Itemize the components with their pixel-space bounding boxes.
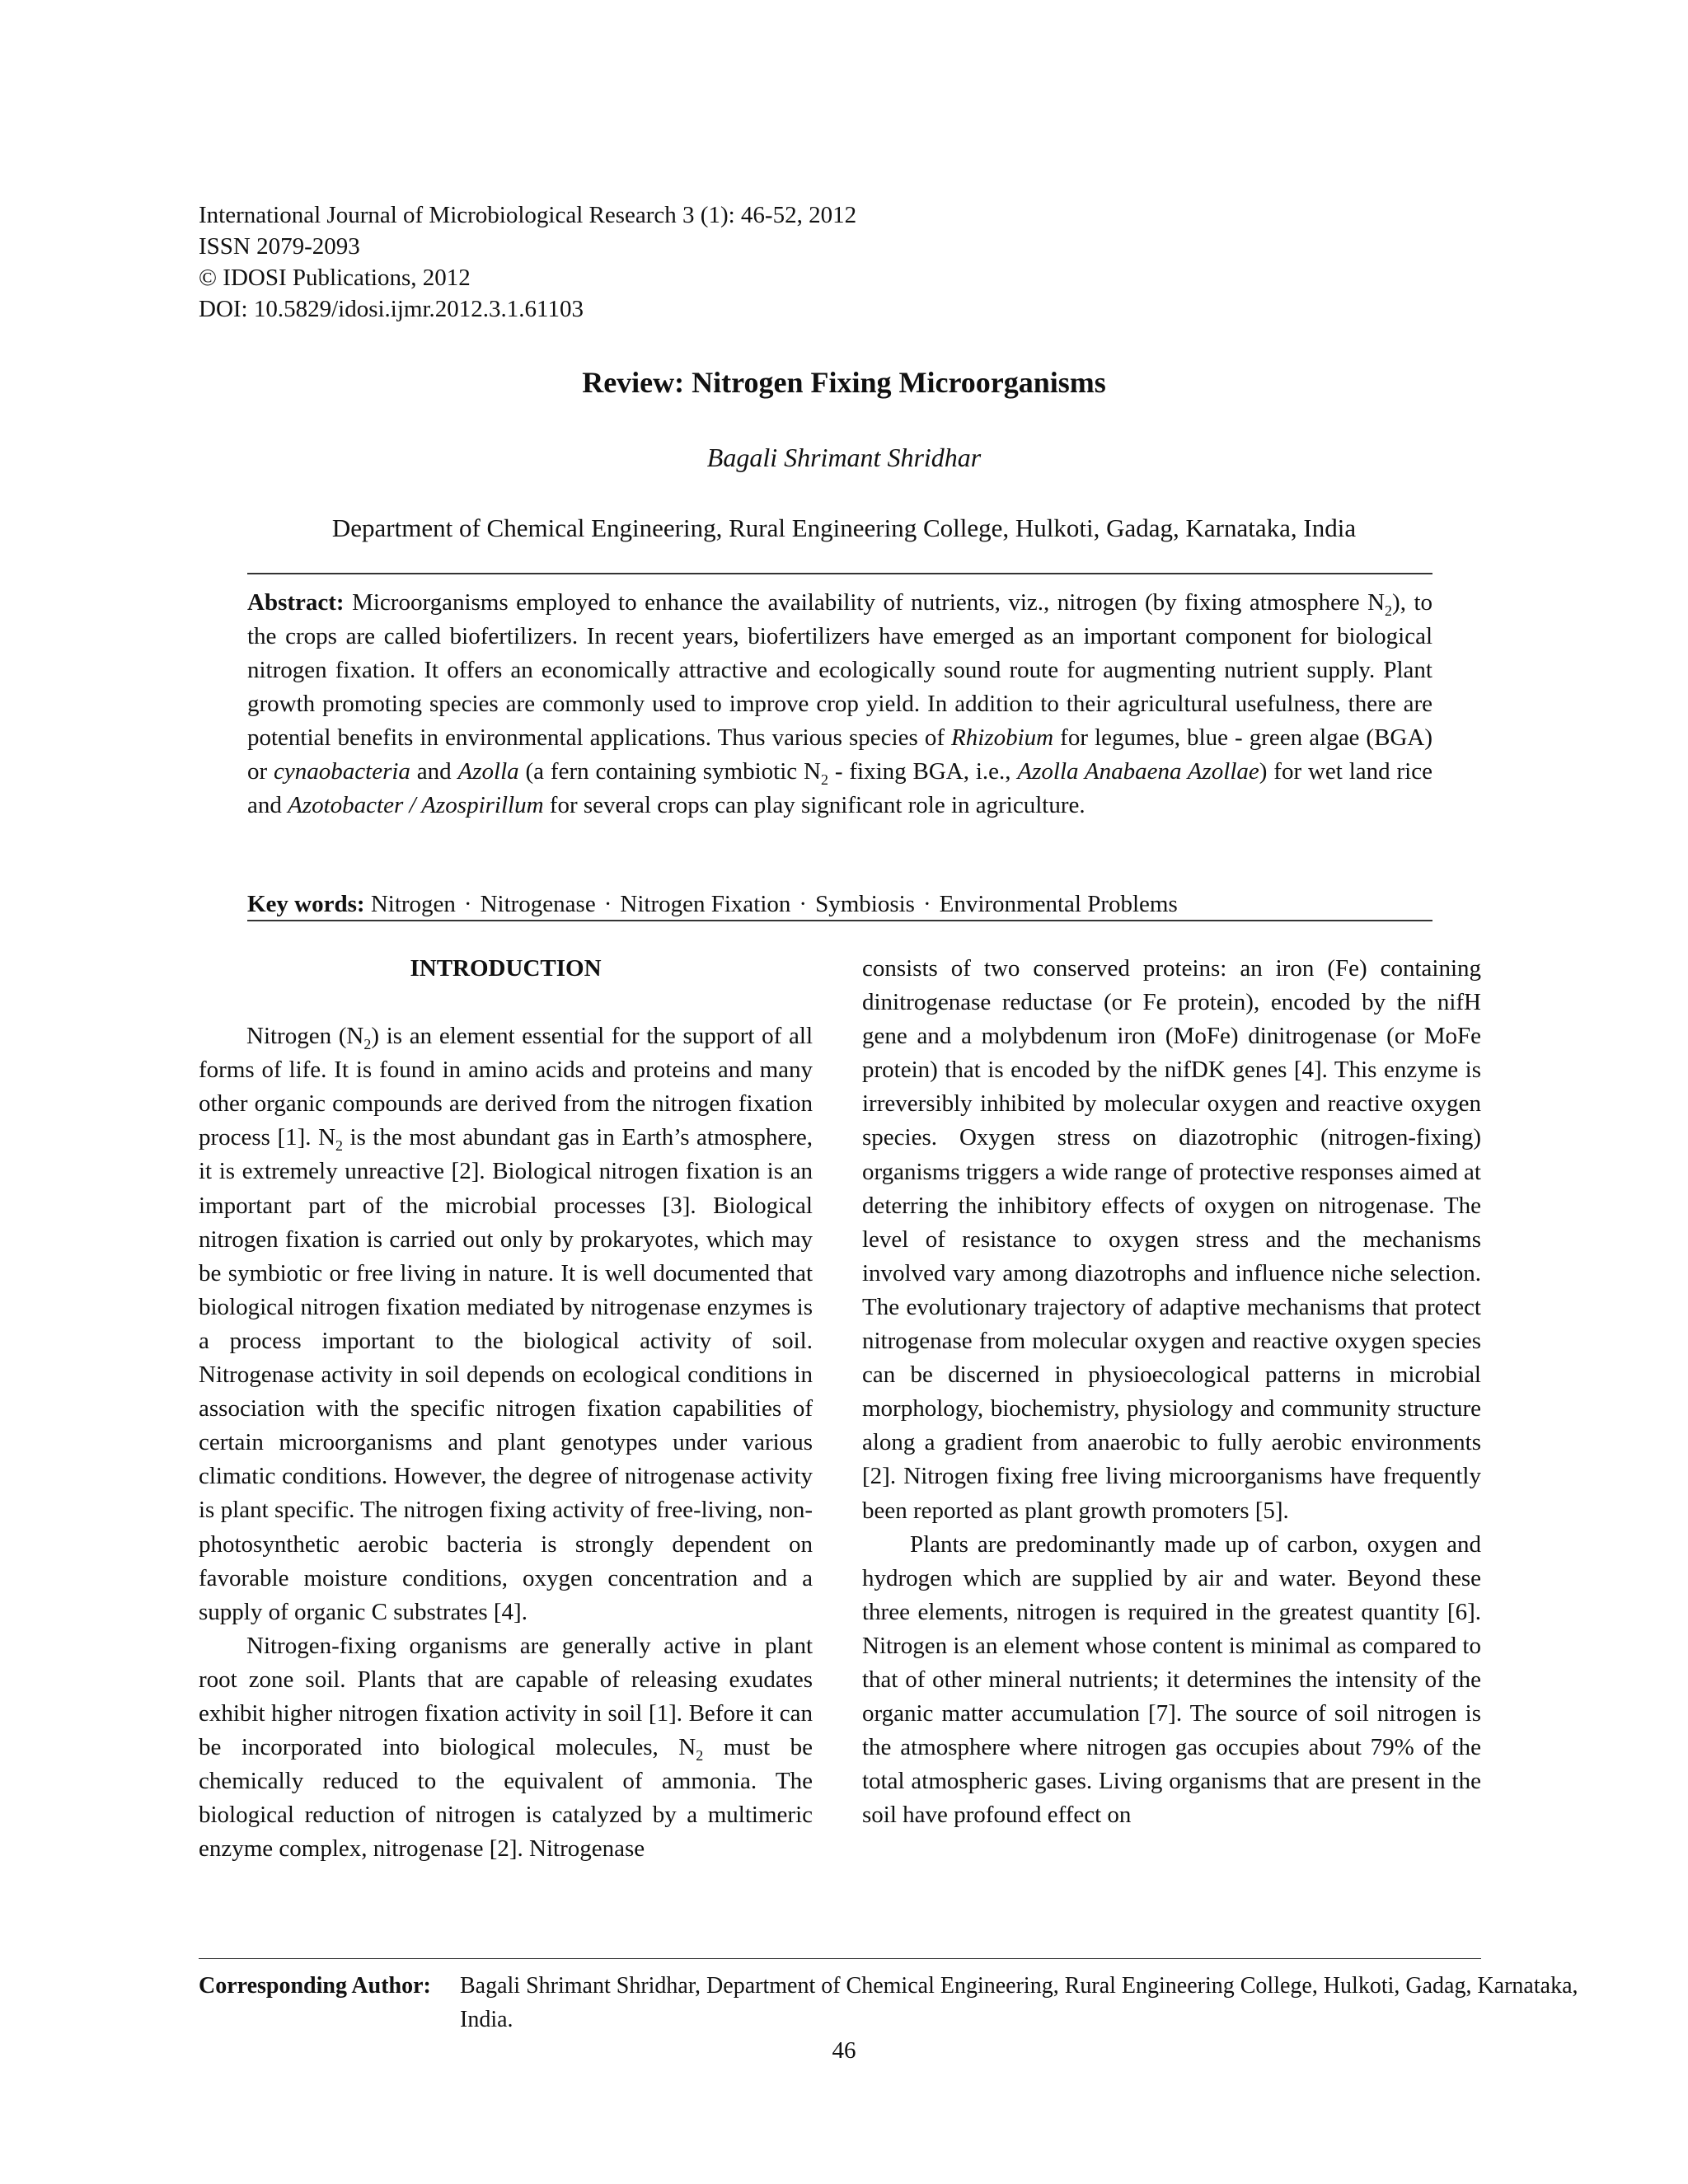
keyword: Nitrogenase xyxy=(480,891,596,917)
body-column-left xyxy=(199,952,813,1866)
abstract xyxy=(247,586,1432,823)
abstract-text: (a fern containing symbiotic N xyxy=(518,758,821,785)
body-paragraph: Nitrogen-fixing organisms are generally active in plant root zone soil. Plants that are capable of releasing exudates exhibit higher nitrogen fixation activity in soil [1]. Before it can be incorporated into biological molecules, $N_2$ must be chemically reduced to the equivalent of ammonia. The biological reduction of nitrogen is catalyzed by a multimeric enzyme complex, nitrogenase [2]. Nitrogenase xyxy=(199,1632,813,1863)
abstract-text: and xyxy=(410,758,458,785)
body-paragraph: Plants are predominantly made up of carbon, oxygen and hydrogen which are supplied by air and water. Beyond these three elements, nitrogen is required in the greatest quantity [6]. Nitrogen is an element whose content is minimal as compared to that of other mineral nutrients; it determines the intensity of the organic matter accumulation [7]. The source of soil nitrogen is the atmosphere where nitrogen gas occupies about 79% of the total atmospheric gases. Living organisms that are present in the soil have profound effect on xyxy=(862,1530,1481,1829)
corresponding-author-label: Corresponding Author: xyxy=(199,1973,431,1999)
abstract-text: for legumes, blue - green algae (BGA) or xyxy=(247,724,1432,785)
abstract-text: for several crops can play significant role in agriculture. xyxy=(543,792,1085,818)
subscript: 2 xyxy=(820,771,828,788)
keyword-separator: · xyxy=(799,891,808,917)
section-heading: INTRODUCTION xyxy=(410,955,602,982)
species-name: Rhizobium xyxy=(951,724,1054,751)
keyword-separator: · xyxy=(922,891,931,917)
paper-title: Review: Nitrogen Fixing Microorganisms xyxy=(582,366,1106,399)
species-name: Azolla Anabaena Azollae xyxy=(1017,758,1259,785)
abstract-text: - fixing BGA, i.e., xyxy=(828,758,1018,785)
keywords-label: Key words: xyxy=(247,891,365,917)
doi: DOI: 10.5829/idosi.ijmr.2012.3.1.61103 xyxy=(199,296,584,322)
page-number: 46 xyxy=(832,2037,856,2064)
footnote-rule xyxy=(199,1958,1481,1959)
body-paragraph: consists of two conserved proteins: an iron (Fe) containing dinitrogenase reductase (or Fe protein), encoded by the nifH gene and a molybdenum iron (MoFe) dinitrogenase (or MoFe protein) that is encoded by the nifDK genes [4]. This enzyme is irreversibly inhibited by molecular oxygen and reactive oxygen species. Oxygen stress on diazotrophic (nitrogen-fixing) organisms triggers a wide range of protective responses aimed at deterring the inhibitory effects of oxygen on nitrogenase. The level of resistance to oxygen stress and the mechanisms involved vary among diazotrophs and influence niche selection. The evolutionary trajectory of adaptive mechanisms that protect nitrogenase from molecular oxygen and reactive oxygen species can be discerned in physioecological patterns in microbial morphology, biochemistry, physiology and community structure along a gradient from anaerobic to fully aerobic environments [2]. Nitrogen fixing free living microorganisms have frequently been reported as plant growth promoters [5]. xyxy=(862,955,1481,1524)
abstract-text: Microorganisms employed to enhance the availability of nutrients, viz., nitrogen (by fixing atmosphere N xyxy=(344,589,1386,616)
keyword: Environmental Problems xyxy=(939,891,1178,917)
keyword: Nitrogen Fixation xyxy=(620,891,791,917)
species-name: Azotobacter / Azospirillum xyxy=(288,792,544,818)
keyword: Nitrogen xyxy=(370,891,456,917)
keyword-separator: · xyxy=(463,891,472,917)
abstract-label: Abstract: xyxy=(247,589,345,616)
body-paragraph: Nitrogen $(N_2)$ is an element essential for the support of all forms of life. It is found in amino acids and proteins and many other organic compounds are derived from the nitrogen fixation process [1]. $N_2$ is the most abundant gas in Earth’s atmosphere, it is extremely unreactive [2]. Biological nitrogen fixation is an important part of the microbial processes [3]. Biological nitrogen fixation is carried out only by prokaryotes, which may be symbiotic or free living in nature. It is well documented that biological nitrogen fixation mediated by nitrogenase enzymes is a process important to the biological activity of soil. Nitrogenase activity in soil depends on ecological conditions in association with the specific nitrogen fixation capabilities of certain microorganisms and plant genotypes under various climatic conditions. However, the degree of nitrogenase activity is plant specific. The nitrogen fixing activity of free-living, non-photosynthetic aerobic bacteria is strongly dependent on favorable moisture conditions, oxygen concentration and a supply of organic C substrates [4]. xyxy=(199,1023,814,1625)
corresponding-author-text: Bagali Shrimant Shridhar, Department of Chemical Engineering, Rural Engineering College, Hulkoti, Gadag, Karnataka, India. xyxy=(460,1973,1578,2032)
species-name: Azolla xyxy=(457,758,519,785)
copyright: © IDOSI Publications, 2012 xyxy=(199,265,471,291)
journal-header xyxy=(199,199,856,325)
body-column-right xyxy=(862,952,1481,1832)
journal-citation: International Journal of Microbiological Research 3 (1): 46-52, 2012 xyxy=(199,202,857,228)
subscript: 2 xyxy=(1385,602,1393,619)
abstract-text: ), to the crops are called biofertilizers. In recent years, biofertilizers have emerged as an important component for biological nitrogen fixation. It offers an economically attractive and ecologically sound route for augmenting nutrient supply. Plant growth promoting species are commonly used to improve crop yield. In addition to their agricultural usefulness, there are potential benefits in environmental applications. Thus various species of xyxy=(247,589,1433,751)
keywords xyxy=(247,888,1432,921)
abstract-text: ) for wet land rice and xyxy=(247,758,1432,818)
issn: ISSN 2079-2093 xyxy=(199,233,360,260)
keyword-separator: · xyxy=(603,891,612,917)
species-name: cynaobacteria xyxy=(274,758,410,785)
author-name: Bagali Shrimant Shridhar xyxy=(706,443,982,472)
abstract-top-rule xyxy=(247,573,1432,574)
author-affiliation: Department of Chemical Engineering, Rural Engineering College, Hulkoti, Gadag, Karnataka, India xyxy=(331,513,1357,542)
keyword: Symbiosis xyxy=(815,891,915,917)
keywords-bottom-rule xyxy=(247,920,1432,921)
